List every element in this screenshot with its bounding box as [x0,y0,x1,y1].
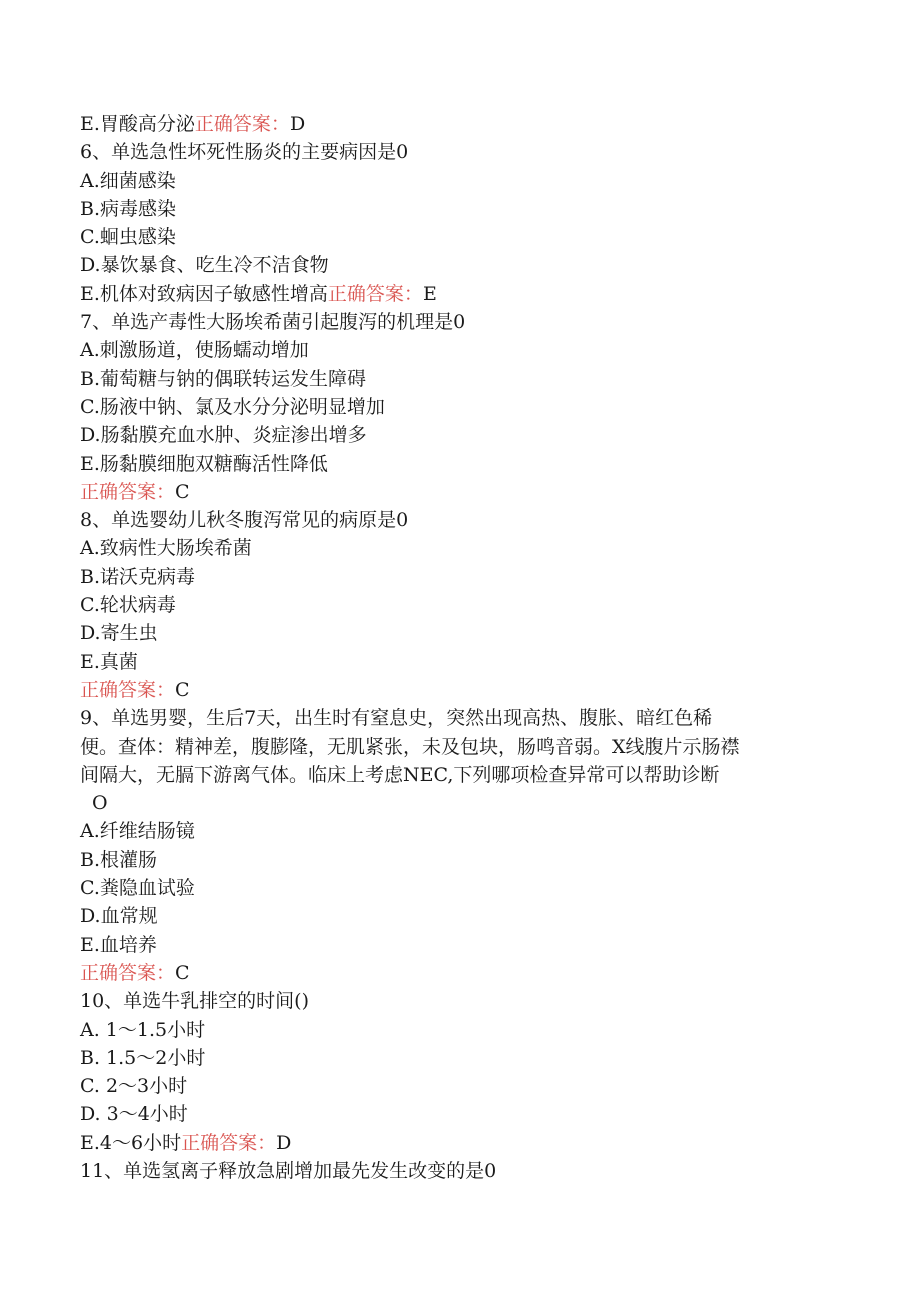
q10-option-e-line [80,1129,840,1157]
q8-option-b: B.诺沃克病毒 [80,565,196,588]
q9-stem-line-2: 便。查体：精神差，腹膨隆，无肌紧张，未及包块，肠鸣音弱。X线腹片示肠襟 [80,735,740,758]
q10-stem: 10、单选牛乳排空的时间() [80,990,310,1013]
q9-stem-line-4: O [92,792,108,815]
q7-option-d: D.肠黏膜充血水肿、炎症渗出增多 [80,424,367,447]
q9-answer-line [80,959,840,987]
answer-label: 正确答案： [194,113,290,135]
q6-stem: 6、单选急性坏死性肠炎的主要病因是0 [80,141,409,164]
q9-option-e: E.血培养 [80,933,157,956]
option-text: E.机体对致病因子敏感性增高 [80,282,328,305]
answer-label: 正确答案： [327,282,423,305]
q6-option-e-line [80,280,840,308]
q8-stem: 8、单选婴幼儿秋冬腹泻常见的病原是0 [80,509,409,532]
answer-value: D [276,1131,292,1154]
q9-option-a: A.纤维结肠镜 [80,820,195,843]
q9-stem-line-1: 9、单选男婴，生后7天，出生时有窒息史，突然出现高热、腹胀、暗红色稀 [80,707,713,730]
q8-option-c: C.轮状病毒 [80,594,176,617]
q7-option-e: E.肠黏膜细胞双糖酶活性降低 [80,452,328,475]
q6-option-c: C.蛔虫感染 [80,226,176,249]
q10-option-d: D. 3～4小时 [80,1103,188,1126]
q8-answer-line [80,676,840,704]
q8-option-a: A.致病性大肠埃希菌 [80,537,252,560]
q7-option-a: A.刺激肠道，使肠蠕动增加 [80,339,309,362]
answer-value: C [175,480,190,503]
q10-option-b: B. 1.5～2小时 [80,1046,206,1069]
q11-stem: 11、单选氢离子释放急剧增加最先发生改变的是0 [80,1159,497,1182]
q10-option-a: A. 1～1.5小时 [80,1018,206,1041]
answer-value: C [175,678,190,701]
answer-label: 正确答案： [181,1131,277,1154]
answer-value: D [289,113,306,135]
answer-label: 正确答案： [80,961,176,984]
q8-option-d: D.寄生虫 [80,622,158,645]
q10-option-c: C. 2～3小时 [80,1075,188,1098]
q7-answer-line [80,478,840,506]
answer-label: 正确答案： [80,480,176,503]
q8-option-e: E.真菌 [80,650,138,673]
q9-option-b: B.根灌肠 [80,848,158,871]
q6-option-b: B.病毒感染 [80,197,177,220]
answer-value: C [175,961,190,984]
q6-option-a: A.细菌感染 [80,169,176,192]
q6-option-d: D.暴饮暴食、吃生冷不洁食物 [80,254,329,277]
answer-value: E [422,282,437,305]
q7-option-b: B.葡萄糖与钠的偶联转运发生障碍 [80,367,367,390]
q7-stem: 7、单选产毒性大肠埃希菌引起腹泻的机理是0 [80,311,466,334]
option-text: E.4～6小时 [80,1131,182,1154]
q7-option-c: C.肠液中钠、氯及水分分泌明显增加 [80,395,385,418]
document-content [80,110,840,1185]
answer-label: 正确答案： [80,678,176,701]
q9-option-d: D.血常规 [80,905,158,928]
q9-option-c: C.粪隐血试验 [80,877,195,900]
option-text: E.胃酸高分泌 [80,113,195,135]
q5-option-e-line [80,110,840,138]
q9-stem-line-3: 间隔大，无膈下游离气体。临床上考虑NEC,下列哪项检查异常可以帮助诊断 [80,763,720,786]
